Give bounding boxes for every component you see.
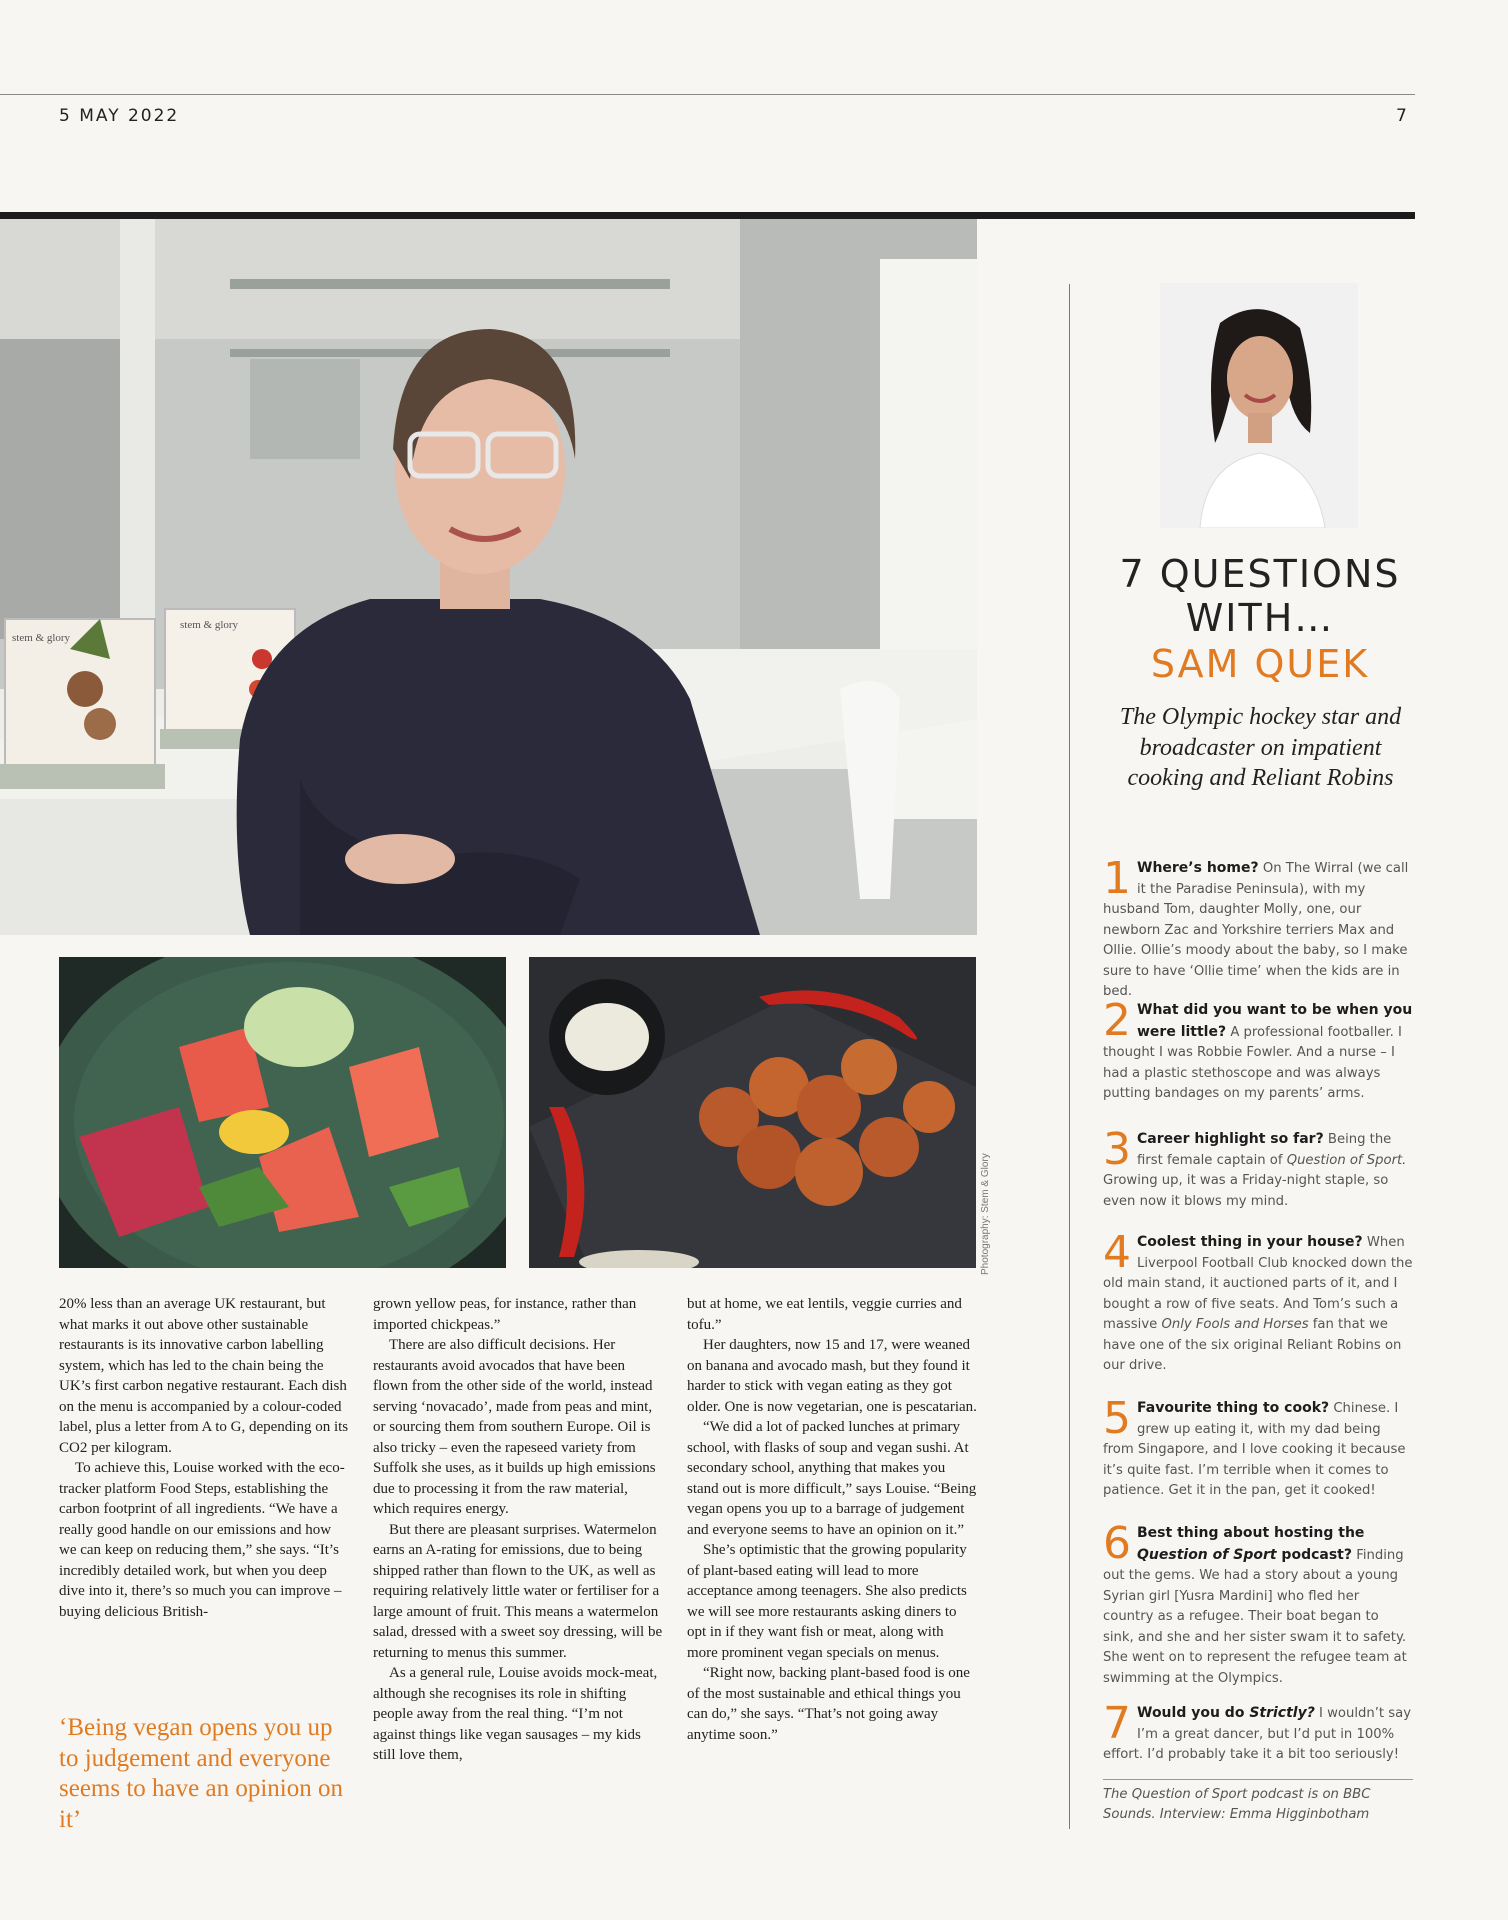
pull-quote: ‘Being vegan opens you up to judgement and everyone seems to have an opinion on it’: [59, 1714, 343, 1833]
question-number: 7: [1103, 1698, 1131, 1749]
question-label: Favourite thing to cook?: [1137, 1400, 1330, 1416]
question-answer: When Liverpool Football Club knocked down the old main stand, it auctioned parts of it, and I bought a row of five seats. And Tom’s such a massive: [1103, 1235, 1413, 1332]
sidebar-deck: The Olympic hockey star and broadcaster on impatient cooking and Reliant Robins: [1119, 704, 1402, 791]
article-paragraph: but at home, we eat lentils, veggie curries and tofu.”: [687, 1296, 962, 1333]
sidebar-title-line2: WITH…: [1185, 596, 1335, 640]
photo-credit: Photography: Stem & Glory: [980, 1153, 991, 1275]
question-answer: Finding out the gems. We had a story about a young Syrian girl [Yusra Mardini] who fled her country as a refugee. Their boat began to sink, and she and her sister swam it to safety. She went on to represent the refugee team at swimming at the Olympics.: [1103, 1547, 1407, 1686]
article-paragraph: She’s optimistic that the growing popularity of plant-based eating will lead to more acceptance among teenagers. She also predicts we will see more restaurants asking diners to opt in if they want fish or meat, along with more prominent vegan specials on menus.: [687, 1542, 967, 1661]
question-answer: Being the first female captain of: [1137, 1132, 1392, 1168]
question-number: 4: [1103, 1227, 1131, 1278]
heavy-rule: [0, 212, 1415, 219]
question-label: Where’s home?: [1137, 860, 1259, 876]
question-label: Career highlight so far?: [1137, 1131, 1324, 1147]
question-1: [1103, 853, 1413, 1003]
menu-card-label: stem & glory: [12, 632, 71, 644]
article-paragraph: As a general rule, Louise avoids mock-meat, although she recognises its role in shifting people away from the real thing. “I’m not against things like vegan sausages – my kids still love them,: [373, 1665, 658, 1763]
article-paragraph: Her daughters, now 15 and 17, were weaned on banana and avocado mash, but they found it harder to stick with vegan eating as they got older. One is now vegetarian, one is pescatarian.: [687, 1337, 977, 1415]
question-answer: On The Wirral (we call it the Paradise Peninsula), with my husband Tom, daughter Molly, one, our newborn Zac and Yorkshire terriers Max and Ollie. Ollie’s moody about the baby, so I make sure to have ‘Ollie time’ when the kids are in bed.: [1103, 861, 1409, 999]
article-column-1: [59, 1294, 349, 1622]
question-answer: fan that we have one of the six original Reliant Robins on our drive.: [1103, 1317, 1402, 1373]
question-number: 6: [1103, 1518, 1131, 1569]
question-4: [1103, 1227, 1413, 1377]
article-paragraph: But there are pleasant surprises. Watermelon earns an A-rating for emissions, due to being shipped rather than flown to the UK, as well as requiring relatively little water or fertiliser for a large amount of fruit. This means a watermelon salad, dressed with a sweet soy dressing, will be returning to menus this summer.: [373, 1521, 663, 1661]
question-2: [1103, 995, 1413, 1105]
article-column-2: [373, 1294, 663, 1766]
column-divider: [1069, 284, 1070, 1829]
article-paragraph: “Right now, backing plant-based food is one of the most sustainable and ethical things you can do,” she says. “That’s not going away anytime soon.”: [687, 1665, 970, 1743]
cauliflower-wings-photo: [529, 957, 976, 1268]
sidebar-interviewee-name: SAM QUEK: [1150, 642, 1370, 686]
question-3: [1103, 1124, 1413, 1212]
sidebar-title-line1: 7 QUESTIONS: [1119, 552, 1401, 596]
question-answer-italic: Question of Sport.: [1286, 1152, 1407, 1168]
article-paragraph: To achieve this, Louise worked with the eco-tracker platform Food Steps, establishing the carbon footprint of all ingredients. “We have a really good handle on our emissions and how we can keep on reducing them,” she says. “It’s incredibly detailed work, but when you deep dive into it, there’s so much you can improve – buying delicious British-: [59, 1460, 345, 1620]
page-number: 7: [1396, 106, 1409, 126]
article-paragraph: There are also difficult decisions. Her restaurants avoid avocados that have been flown from the other side of the world, instead serving ‘novacado’, made from peas and mint, or sourcing them from southern Europe. Oil is also tricky – even the rapeseed variety from Suffolk she uses, as it builds up high emissions due to processing it from the raw material, which requires energy.: [373, 1337, 656, 1517]
main-photo-louise: [0, 219, 977, 935]
question-number: 2: [1103, 995, 1131, 1046]
question-number: 1: [1103, 853, 1131, 904]
sidebar-footer-rule: [1103, 1779, 1413, 1780]
question-answer: Chinese. I grew up eating it, with my dad being from Singapore, and I love cooking it because it’s quite fast. I’m terrible when it comes to patience. Get it in the pan, get it cooked!: [1103, 1401, 1406, 1498]
question-answer: I wouldn’t say I’m a great dancer, but I’d put in 100% effort. I’d probably take it a bit too seriously!: [1103, 1706, 1412, 1762]
article-paragraph: grown yellow peas, for instance, rather than imported chickpeas.”: [373, 1296, 637, 1333]
question-number: 3: [1103, 1124, 1131, 1175]
article-paragraph: 20% less than an average UK restaurant, but what marks it out above other sustainable restaurants is its innovative carbon labelling system, which has led to the chain being the UK’s first carbon negative restaurant. Each dish on the menu is accompanied by a colour-coded label, plus a letter from A to G, depending on its CO2 per kilogram.: [59, 1296, 349, 1456]
question-6: [1103, 1518, 1413, 1689]
question-label: Would you do Strictly?: [1137, 1705, 1315, 1721]
question-number: 5: [1103, 1393, 1131, 1444]
question-answer: Growing up, it was a Friday-night staple, so even now it blows my mind.: [1103, 1173, 1389, 1209]
question-answer-italic: Only Fools and Horses: [1161, 1317, 1309, 1332]
question-answer: A professional footballer. I thought I was Robbie Fowler. And a nurse – I had a plastic stethoscope and was always putting bandages on my parents’ arms.: [1103, 1024, 1402, 1101]
question-5: [1103, 1393, 1413, 1502]
article-paragraph: “We did a lot of packed lunches at primary school, with flasks of soup and vegan sushi. At secondary school, anything that makes you stand out is more difficult,” says Louise. “Being vegan opens you up to a barrage of judgement and everyone seems to have an opinion on it.”: [687, 1419, 977, 1538]
sam-quek-portrait: [1160, 283, 1358, 528]
question-7: [1103, 1698, 1413, 1766]
sidebar-footer: The Question of Sport podcast is on BBC Sounds. Interview: Emma Higginbotham: [1103, 1787, 1371, 1822]
issue-date: 5 MAY 2022: [59, 106, 180, 126]
menu-card-label: stem & glory: [180, 619, 239, 631]
question-label: Coolest thing in your house?: [1137, 1234, 1363, 1250]
salad-photo: [59, 957, 506, 1268]
question-label: Best thing about hosting the Question of Sport podcast?: [1137, 1525, 1365, 1563]
top-rule: [0, 94, 1415, 95]
article-column-3: [687, 1294, 977, 1745]
question-label: What did you want to be when you were little?: [1137, 1002, 1413, 1040]
